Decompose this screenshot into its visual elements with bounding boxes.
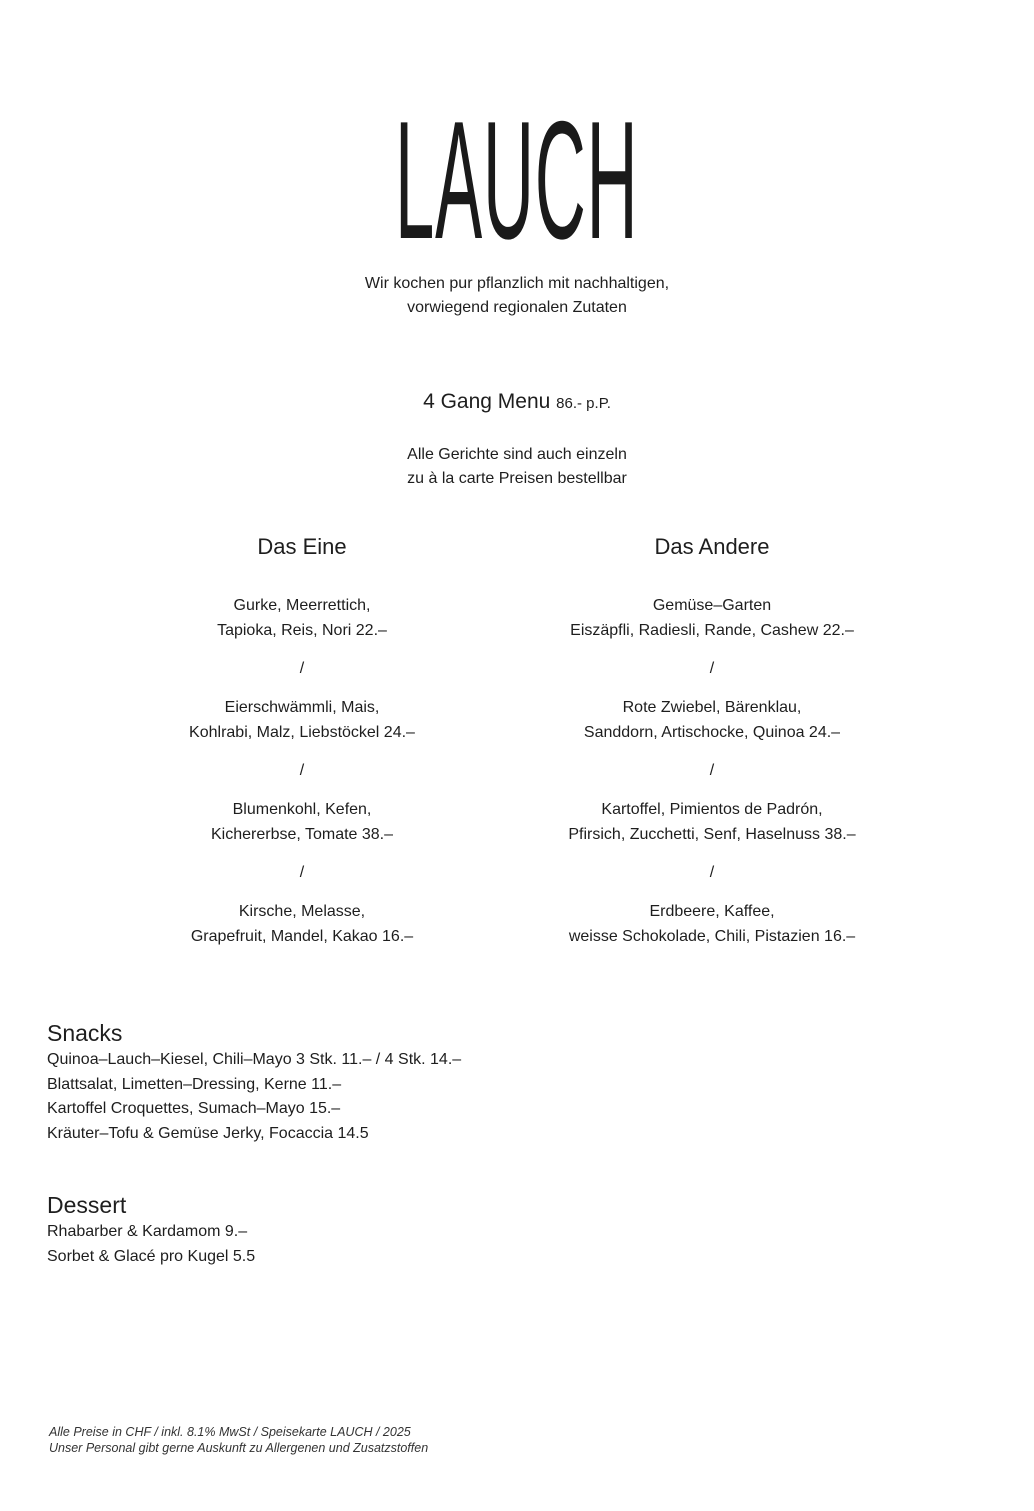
- separator: /: [709, 864, 715, 881]
- dish-line: Blumenkohl, Kefen,: [232, 801, 372, 818]
- column-das-eine: [92, 533, 512, 949]
- snack-item: Blattsalat, Limetten–Dressing, Kerne 11.–: [47, 1075, 342, 1093]
- menu-title-text: 4 Gang Menu: [423, 390, 551, 413]
- snack-item: Kräuter–Tofu & Gemüse Jerky, Focaccia 14.5: [47, 1124, 369, 1142]
- separator: /: [709, 660, 715, 677]
- dish-line: Pfirsich, Zucchetti, Senf, Haselnuss 38.–: [568, 826, 856, 843]
- dessert-item: Sorbet & Glacé pro Kugel 5.5: [47, 1247, 256, 1265]
- dish-line: weisse Schokolade, Chili, Pistazien 16.–: [568, 928, 856, 945]
- dish-line: Kohlrabi, Malz, Liebstöckel 24.–: [189, 724, 415, 741]
- snacks-heading: Snacks: [47, 1020, 123, 1046]
- dish: [92, 899, 512, 949]
- logo: [0, 86, 1034, 274]
- dish-line: Sanddorn, Artischocke, Quinoa 24.–: [583, 724, 841, 741]
- note-line: Alle Gerichte sind auch einzeln: [407, 446, 627, 463]
- separator: /: [299, 864, 305, 881]
- logo-text: LAUCH: [395, 86, 639, 274]
- tagline-line: Wir kochen pur pflanzlich mit nachhaltigen,: [364, 275, 670, 292]
- dessert-heading: Dessert: [47, 1192, 127, 1218]
- note-line: zu à la carte Preisen bestellbar: [407, 470, 627, 487]
- dish-line: Erdbeere, Kaffee,: [649, 903, 775, 920]
- dish-line: Grapefruit, Mandel, Kakao 16.–: [190, 928, 414, 945]
- footer-line: Alle Preise in CHF / inkl. 8.1% MwSt / Speisekarte LAUCH / 2025: [49, 1425, 411, 1439]
- separator: /: [299, 660, 305, 677]
- dish-line: Rote Zwiebel, Bärenklau,: [622, 699, 802, 716]
- dish: [92, 797, 512, 847]
- dish: [502, 899, 922, 949]
- snacks-section: [47, 1018, 461, 1146]
- dish: [502, 797, 922, 847]
- dish-line: Tapioka, Reis, Nori 22.–: [217, 622, 387, 639]
- menu-price: 86.- p.P.: [556, 395, 611, 412]
- snack-item: Kartoffel Croquettes, Sumach–Mayo 15.–: [47, 1100, 341, 1117]
- dish-line: Kartoffel, Pimientos de Padrón,: [601, 801, 823, 818]
- dish-line: Eiszäpfli, Radiesli, Rande, Cashew 22.–: [570, 622, 854, 639]
- separator: /: [709, 762, 715, 779]
- separator: /: [299, 762, 305, 779]
- dish: [502, 695, 922, 745]
- dish-line: Gemüse–Garten: [652, 597, 772, 614]
- snack-item: Quinoa–Lauch–Kiesel, Chili–Mayo 3 Stk. 11.– / 4 Stk. 14.–: [47, 1051, 462, 1068]
- dish: [92, 593, 512, 643]
- menu-title: [0, 390, 1034, 414]
- column-heading: Das Andere: [654, 534, 770, 559]
- dessert-item: Rhabarber & Kardamom 9.–: [47, 1223, 248, 1240]
- column-heading: Das Eine: [257, 534, 347, 559]
- menu-note: [0, 443, 1034, 491]
- dish-line: Kichererbse, Tomate 38.–: [210, 826, 394, 843]
- footer: [49, 1424, 428, 1456]
- dish-line: Eierschwämmli, Mais,: [224, 699, 380, 716]
- dish: [92, 695, 512, 745]
- column-das-andere: [502, 533, 922, 949]
- dish: [502, 593, 922, 643]
- tagline-line: vorwiegend regionalen Zutaten: [407, 299, 627, 316]
- dish-line: Gurke, Meerrettich,: [233, 597, 371, 614]
- dish-line: Kirsche, Melasse,: [238, 903, 366, 920]
- dessert-section: [47, 1190, 255, 1269]
- tagline: [0, 272, 1034, 320]
- footer-line: Unser Personal gibt gerne Auskunft zu Allergenen und Zusatzstoffen: [49, 1441, 429, 1455]
